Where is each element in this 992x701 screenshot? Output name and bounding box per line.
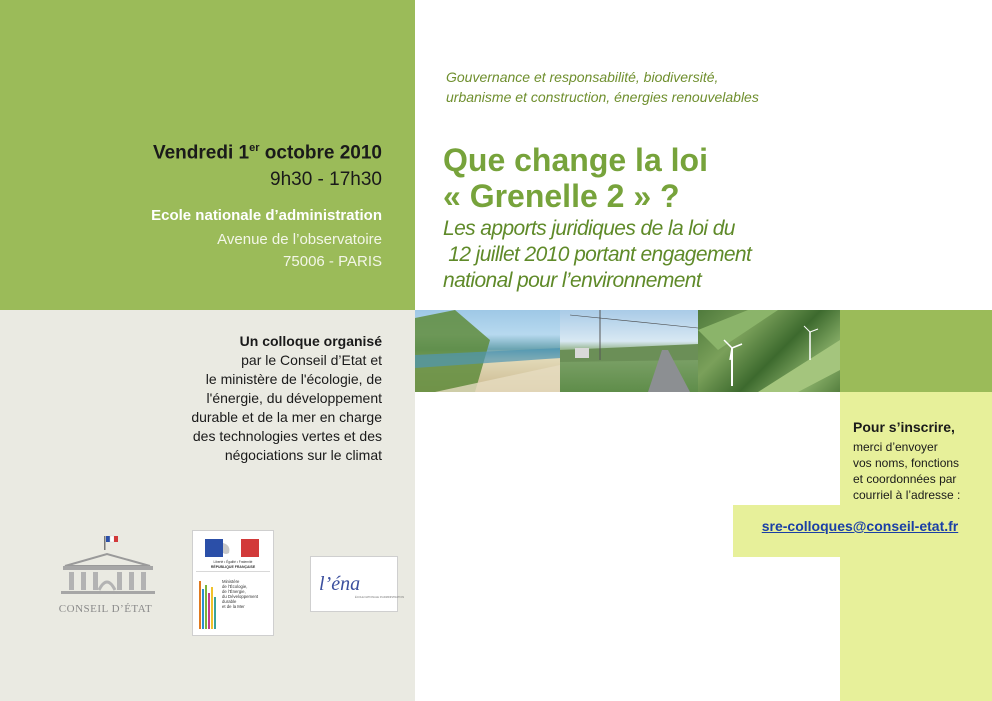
title-line: Que change la loi <box>443 142 708 178</box>
rf-label: RÉPUBLIQUE FRANÇAISE <box>210 565 256 569</box>
registration-line: vos noms, fonctions <box>853 456 960 470</box>
page-subtitle <box>443 216 843 294</box>
organizer-line: le ministère de l'écologie, de <box>205 371 382 387</box>
organizer-line: Un colloque organisé <box>239 333 382 349</box>
photo-strip <box>415 310 840 392</box>
organizer-line: des technologies vertes et des <box>192 428 382 444</box>
email-link[interactable]: sre-colloques@conseil-etat.fr <box>761 518 959 534</box>
organizer-line: l'énergie, du développement <box>206 390 382 406</box>
organizer-line: durable et de la mer en charge <box>191 409 382 425</box>
ministry-logo <box>192 530 274 636</box>
venue-address-city: 75006 - PARIS <box>283 253 382 270</box>
beach-photo <box>415 310 560 392</box>
themes-line: urbanisme et construction, énergies renouvelables <box>446 89 759 105</box>
ena-wordmark: l’éna <box>319 573 361 595</box>
registration-line: merci d’envoyer <box>853 440 938 454</box>
ministry-line: Ministère <box>222 579 240 584</box>
rf-motto: Liberté • Égalité • Fraternité <box>213 560 253 564</box>
registration-heading: Pour s’inscrire, <box>853 419 955 435</box>
right-green-block <box>840 310 992 392</box>
subtitle-line: national pour l’environnement <box>443 269 702 292</box>
conseil-etat-label: CONSEIL D’ÉTAT <box>58 603 153 615</box>
ena-subtitle: ÉCOLE NATIONALE D'ADMINISTRATION <box>355 596 405 599</box>
ministry-line: du Développement <box>222 594 259 599</box>
themes-text <box>446 67 866 107</box>
event-time: 9h30 - 17h30 <box>270 169 382 190</box>
registration-line: courriel à l’adresse : <box>853 488 961 502</box>
event-venue: Ecole nationale d’administration <box>151 207 382 224</box>
subtitle-line: Les apports juridiques de la loi du <box>443 217 735 240</box>
ministry-line: de l'Énergie, <box>222 589 246 594</box>
registration-line: et coordonnées par <box>853 472 957 486</box>
ministry-line: de l'Écologie, <box>222 584 248 589</box>
title-line: « Grenelle 2 » ? <box>443 178 680 214</box>
venue-address-street: Avenue de l’observatoire <box>217 231 382 248</box>
event-date: Vendredi 1er octobre 2010 <box>152 142 382 164</box>
road-photo <box>560 310 698 392</box>
ena-logo <box>310 556 405 612</box>
organizer-text <box>140 332 382 465</box>
organizer-line: négociations sur le climat <box>224 447 382 463</box>
page-title <box>443 142 863 214</box>
ministry-line: durable <box>222 599 237 604</box>
themes-line: Gouvernance et responsabilité, biodiversité, <box>446 69 719 85</box>
subtitle-line: 12 juillet 2010 portant engagement <box>443 243 752 266</box>
registration-text <box>853 439 988 503</box>
organizer-line: par le Conseil d’Etat et <box>241 352 382 368</box>
ministry-line: et de la Mer <box>222 604 245 609</box>
wind-fields-photo <box>698 310 840 392</box>
